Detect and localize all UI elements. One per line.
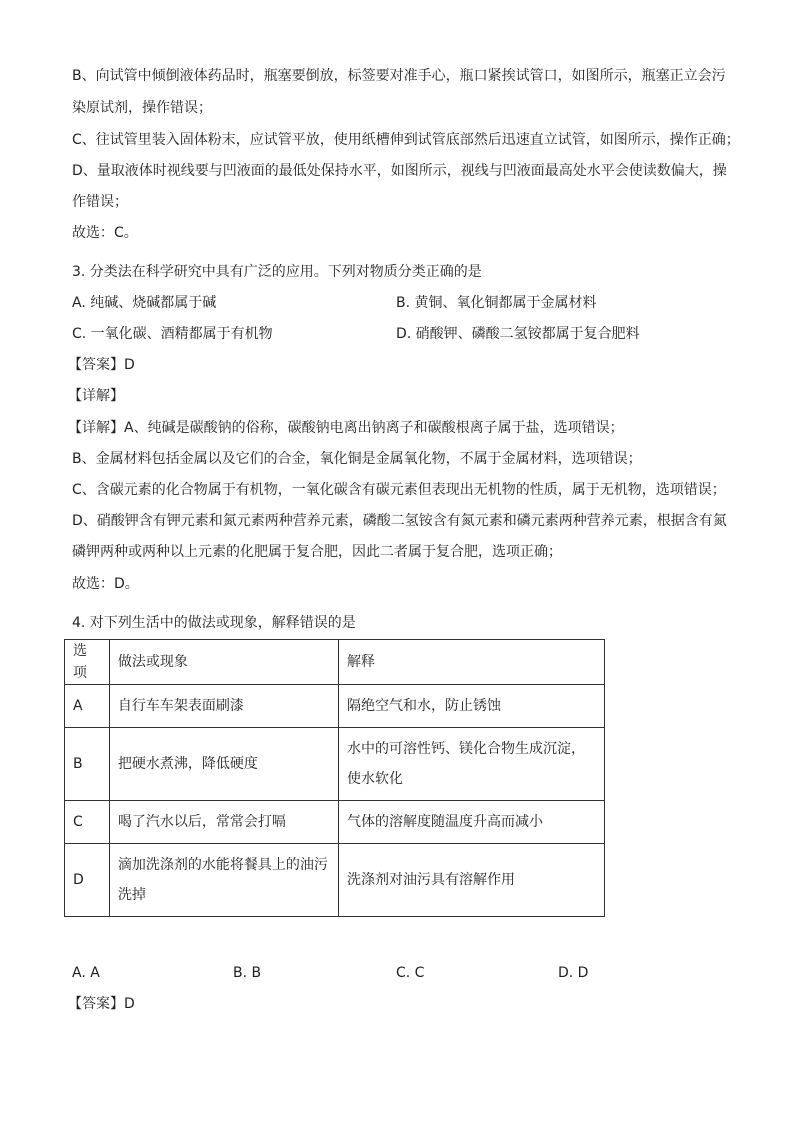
table-cell: B	[65, 728, 110, 801]
question-3-option-c: C. 一氧化碳、酒精都属于有机物	[72, 326, 273, 342]
explanation-line: C、含碳元素的化合物属于有机物，一氧化碳含有碳元素但表现出无机物的性质，属于无机物，选项错误；	[72, 482, 726, 498]
table-cell: 滴加洗涤剂的水能将餐具上的油污洗掉	[109, 844, 338, 917]
table-cell: 水中的可溶性钙、镁化合物生成沉淀，使水软化	[339, 728, 605, 801]
text-line: 染原试剂，操作错误；	[72, 100, 212, 116]
table-cell: 喝了汽水以后，常常会打嗝	[109, 801, 338, 844]
text-line: D、量取液体时视线要与凹液面的最低处保持水平，如图所示，视线与凹液面最高处水平会使读数偏大，操	[72, 163, 727, 179]
explanation-line: 【详解】A、纯碱是碳酸钠的俗称，碳酸钠电离出钠离子和碳酸根离子属于盐，选项错误；	[68, 420, 624, 436]
table-cell: A	[65, 685, 110, 728]
text-line: 作错误；	[72, 194, 128, 210]
table-cell: 洗涤剂对油污具有溶解作用	[339, 844, 605, 917]
question-3-detail-heading: 【详解】	[68, 388, 124, 404]
table-row	[65, 801, 605, 844]
question-4-option-c: C. C	[396, 965, 425, 981]
table-cell: 气体的溶解度随温度升高而减小	[339, 801, 605, 844]
text-line: B、向试管中倾倒液体药品时，瓶塞要倒放，标签要对准手心，瓶口紧挨试管口，如图所示，瓶塞正立会污	[72, 68, 726, 84]
table-row	[65, 685, 605, 728]
question-3-stem: 3. 分类法在科学研究中具有广泛的应用。下列对物质分类正确的是	[72, 264, 482, 280]
table-cell: D	[65, 844, 110, 917]
question-4-option-b: B. B	[233, 965, 262, 981]
question-4-stem: 4. 对下列生活中的做法或现象，解释错误的是	[72, 615, 356, 631]
explanation-line: 磷钾两种或两种以上元素的化肥属于复合肥，因此二者属于复合肥，选项正确；	[72, 544, 562, 560]
question-4-answer: 【答案】D	[68, 996, 135, 1012]
question-4-option-d: D. D	[558, 965, 589, 981]
question-4-option-a: A. A	[72, 965, 100, 981]
table-header-cell: 做法或现象	[109, 640, 338, 685]
explanation-line: D、硝酸钾含有钾元素和氮元素两种营养元素，磷酸二氢铵含有氮元素和磷元素两种营养元素，根据含有氮	[72, 513, 727, 529]
question-3-option-b: B. 黄铜、氧化铜都属于金属材料	[396, 295, 597, 311]
table-row	[65, 844, 605, 917]
answer-choice-text: 故选：C。	[72, 225, 138, 241]
explanation-line: B、金属材料包括金属以及它们的合金，氧化铜是金属氧化物，不属于金属材料，选项错误；	[72, 451, 642, 467]
table-cell: 隔绝空气和水，防止锈蚀	[339, 685, 605, 728]
table-header-row	[65, 640, 605, 685]
table-header-cell: 解释	[339, 640, 605, 685]
explanation-line: 故选：D。	[72, 576, 139, 592]
table-cell: C	[65, 801, 110, 844]
table-cell: 把硬水煮沸，降低硬度	[109, 728, 338, 801]
table-header-cell: 选项	[65, 640, 110, 685]
question-3-option-d: D. 硝酸钾、磷酸二氢铵都属于复合肥料	[396, 326, 640, 342]
question-4-table	[64, 639, 605, 917]
text-line: C、往试管里装入固体粉末，应试管平放，使用纸槽伸到试管底部然后迅速直立试管，如图所示，操作正确；	[72, 132, 740, 148]
table-cell: 自行车车架表面刷漆	[109, 685, 338, 728]
table-row	[65, 728, 605, 801]
question-3-option-a: A. 纯碱、烧碱都属于碱	[72, 295, 217, 311]
question-3-answer: 【答案】D	[68, 357, 135, 373]
